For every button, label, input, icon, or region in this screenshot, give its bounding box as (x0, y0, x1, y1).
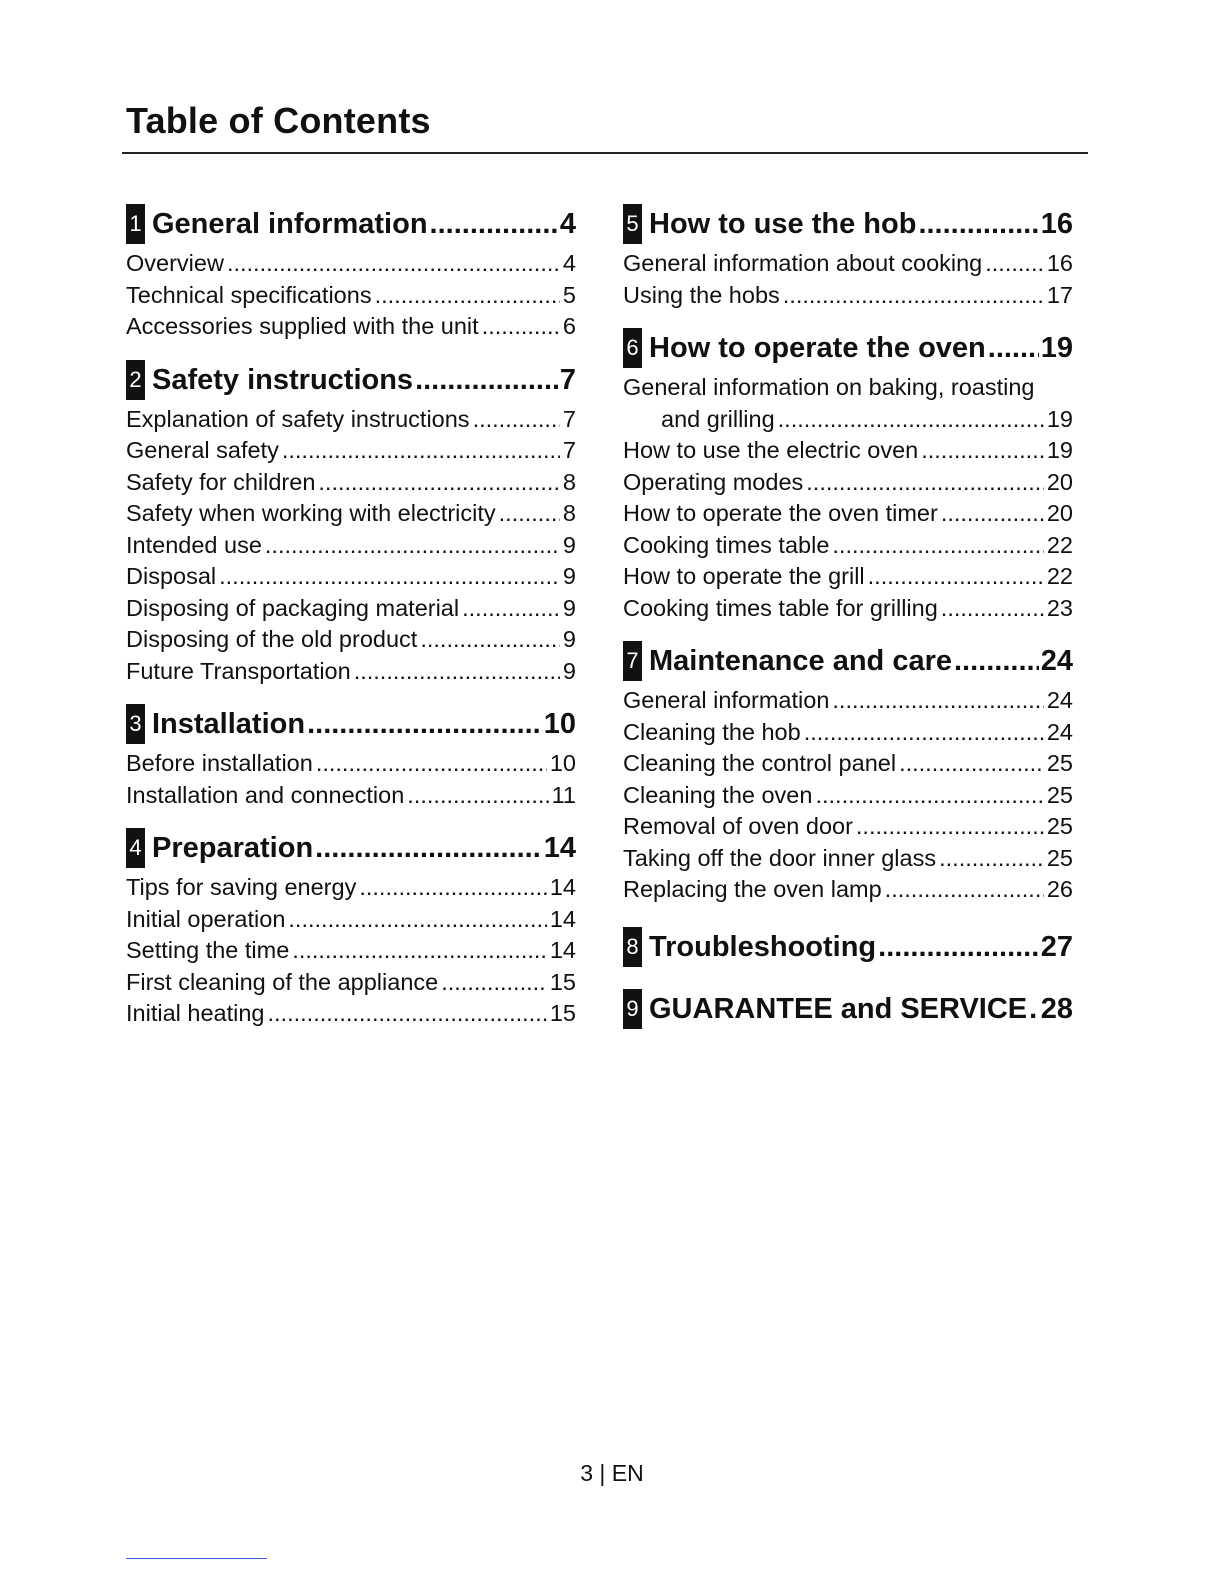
toc-entry[interactable] (623, 874, 1073, 906)
entry-title: How to operate the oven timer (623, 500, 938, 526)
section-heading[interactable] (126, 359, 576, 401)
dot-leader (939, 843, 1044, 875)
toc-right-column (623, 203, 1073, 1030)
toc-entry[interactable] (126, 967, 576, 999)
dot-leader (265, 530, 560, 562)
entry-list (623, 372, 1073, 624)
dot-leader (899, 748, 1044, 780)
toc-section (623, 203, 1073, 311)
section-gap (126, 687, 576, 703)
entry-title: Explanation of safety instructions (126, 405, 470, 432)
dot-leader (268, 998, 547, 1030)
toc-entry[interactable] (623, 811, 1073, 843)
section-page-number: 24 (1040, 645, 1073, 677)
entry-title: Tips for saving energy (126, 874, 357, 900)
dot-leader (219, 561, 560, 593)
toc-entry[interactable] (623, 593, 1073, 625)
dot-leader (359, 872, 547, 904)
entry-page-number: 9 (562, 626, 576, 652)
entry-page-number: 22 (1046, 563, 1073, 589)
entry-page-number: 26 (1046, 876, 1073, 902)
section-title: Preparation (152, 832, 314, 864)
dot-leader (318, 467, 560, 499)
dot-leader (868, 561, 1044, 593)
entry-page-number: 8 (562, 500, 576, 526)
section-number-badge: 7 (623, 641, 642, 681)
entry-title: Safety when working with electricity (126, 500, 496, 526)
section-heading[interactable] (126, 203, 576, 245)
entry-list (126, 748, 576, 811)
entry-title: Disposing of packaging material (126, 594, 460, 621)
entry-title: Operating modes (623, 468, 804, 495)
section-number-badge: 3 (126, 704, 145, 744)
toc-entry[interactable] (623, 372, 1073, 404)
section-number-badge: 2 (126, 360, 145, 400)
dot-leader (941, 498, 1044, 530)
toc-entry[interactable] (623, 685, 1073, 717)
section-heading[interactable] (623, 926, 1073, 968)
entry-title: Safety for children (126, 468, 316, 495)
section-title: General information (152, 208, 428, 240)
entry-page-number: 14 (549, 874, 576, 900)
entry-title: Overview (126, 250, 224, 276)
entry-title: Disposal (126, 563, 217, 589)
section-number-badge: 5 (623, 204, 642, 244)
entry-page-number: 25 (1046, 781, 1073, 808)
entry-page-number: 25 (1046, 750, 1073, 776)
entry-page-number: 25 (1046, 813, 1073, 839)
entry-page-number: 15 (549, 1000, 576, 1026)
dot-leader (856, 811, 1044, 843)
toc-entry[interactable] (126, 904, 576, 936)
entry-page-number: 16 (1046, 250, 1073, 276)
toc-entry[interactable] (126, 935, 576, 967)
toc-entry[interactable] (126, 872, 576, 904)
section-page-number: 27 (1040, 930, 1073, 963)
section-heading[interactable] (126, 827, 576, 869)
toc-entry[interactable] (126, 498, 576, 530)
dot-leader (354, 656, 560, 688)
section-gap (126, 811, 576, 827)
toc-entry[interactable] (126, 656, 576, 688)
entry-page-number: 7 (562, 437, 576, 463)
toc-section (623, 926, 1073, 968)
dot-leader (375, 280, 560, 312)
section-number-badge: 8 (623, 927, 642, 967)
entry-title: First cleaning of the appliance (126, 968, 439, 995)
section-number-badge: 6 (623, 328, 642, 368)
toc-section (126, 703, 576, 811)
entry-page-number: 25 (1046, 844, 1073, 871)
dot-leader (315, 827, 542, 869)
entry-title: How to operate the grill (623, 563, 865, 589)
section-heading[interactable] (126, 703, 576, 745)
dot-leader (778, 404, 1044, 436)
dot-leader (921, 435, 1044, 467)
toc-entry[interactable] (623, 280, 1073, 312)
entry-title: Before installation (126, 750, 313, 776)
entry-list (126, 248, 576, 343)
entry-page-number: 19 (1046, 437, 1073, 463)
footer-link-underline (126, 1558, 267, 1559)
toc-entry[interactable] (623, 435, 1073, 467)
dot-leader (473, 404, 560, 436)
dot-leader (282, 435, 560, 467)
toc-entry[interactable] (126, 404, 576, 436)
entry-title: Removal of oven door (623, 813, 853, 839)
entry-page-number: 10 (549, 750, 576, 776)
toc-entry[interactable] (126, 624, 576, 656)
dot-leader (407, 780, 548, 812)
dot-leader (954, 640, 1039, 682)
toc-entry[interactable] (623, 780, 1073, 812)
toc-entry[interactable] (126, 280, 576, 312)
entry-title: General information on baking, roasting (623, 374, 1035, 400)
toc-section (126, 359, 576, 688)
section-title: Troubleshooting (649, 930, 877, 963)
section-title: Installation (152, 708, 306, 740)
toc-entry[interactable] (623, 561, 1073, 593)
section-heading[interactable] (623, 640, 1073, 682)
entry-page-number: 9 (562, 531, 576, 558)
entry-page-number: 23 (1046, 594, 1073, 621)
dot-leader (941, 593, 1044, 625)
entry-title: Cleaning the hob (623, 718, 801, 745)
entry-title: Cleaning the oven (623, 781, 813, 808)
dot-leader (885, 874, 1044, 906)
dot-leader (878, 926, 1039, 968)
entry-page-number: 20 (1046, 468, 1073, 495)
page-number-footer: 3 | EN (580, 1460, 644, 1486)
toc-entry[interactable] (126, 311, 576, 343)
section-title: How to operate the oven (649, 332, 986, 364)
toc-section (126, 203, 576, 343)
dot-leader (985, 248, 1044, 280)
entry-page-number: 5 (562, 281, 576, 308)
toc-entry[interactable] (126, 748, 576, 780)
section-gap (126, 343, 576, 359)
section-title: GUARANTEE and SERVICE (649, 992, 1028, 1025)
toc-section (623, 988, 1073, 1030)
toc-left-column (126, 203, 576, 1030)
section-heading[interactable] (623, 203, 1073, 245)
toc-entry[interactable] (623, 843, 1073, 875)
section-page-number: 7 (559, 363, 576, 396)
dot-leader (462, 593, 560, 625)
entry-page-number: 19 (1046, 405, 1073, 432)
toc-entry[interactable] (126, 780, 576, 812)
entry-page-number: 11 (551, 781, 576, 808)
entry-page-number: 8 (562, 468, 576, 495)
dot-leader (227, 248, 560, 280)
section-gap (623, 311, 1073, 327)
dot-leader (415, 359, 558, 401)
entry-page-number: 14 (549, 905, 576, 932)
section-number-badge: 9 (623, 989, 642, 1029)
entry-title: Cleaning the control panel (623, 750, 897, 776)
entry-page-number: 9 (562, 594, 576, 621)
entry-list (623, 248, 1073, 311)
dot-leader (815, 780, 1043, 812)
entry-list (623, 685, 1073, 906)
entry-title: Technical specifications (126, 281, 372, 308)
section-title: Safety instructions (152, 363, 414, 396)
dot-leader (430, 203, 558, 245)
toc-section (623, 640, 1073, 906)
entry-page-number: 15 (549, 968, 576, 995)
dot-leader (832, 685, 1043, 717)
section-number-badge: 4 (126, 828, 145, 868)
section-number-badge: 1 (126, 204, 145, 244)
section-gap (623, 624, 1073, 640)
entry-page-number: 6 (562, 313, 576, 339)
section-gap (623, 906, 1073, 926)
section-title: How to use the hob (649, 208, 917, 240)
entry-title: Setting the time (126, 937, 290, 963)
section-heading[interactable] (623, 327, 1073, 369)
section-title: Maintenance and care (649, 645, 952, 677)
entry-page-number: 9 (562, 657, 576, 684)
section-page-number: 10 (543, 708, 576, 740)
toc-entry[interactable] (623, 404, 1073, 436)
dot-leader (307, 703, 542, 745)
entry-title: General safety (126, 437, 279, 463)
dot-leader (420, 624, 560, 656)
entry-page-number: 20 (1046, 500, 1073, 526)
toc-section (126, 827, 576, 1030)
entry-title: Replacing the oven lamp (623, 876, 882, 902)
toc-entry[interactable] (126, 435, 576, 467)
entry-title: Installation and connection (126, 781, 405, 808)
entry-title: Initial heating (126, 1000, 265, 1026)
dot-leader (482, 311, 560, 343)
entry-title: Initial operation (126, 905, 286, 932)
entry-title: Disposing of the old product (126, 626, 418, 652)
section-page-number: 28 (1040, 992, 1073, 1025)
section-page-number: 4 (559, 208, 576, 240)
entry-title: Future Transportation (126, 657, 351, 684)
entry-title: Intended use (126, 531, 262, 558)
entry-page-number: 22 (1046, 531, 1073, 558)
dot-leader (1029, 988, 1039, 1030)
toc-entry[interactable] (126, 561, 576, 593)
toc-entry[interactable] (126, 530, 576, 562)
entry-list (126, 404, 576, 688)
entry-title: Accessories supplied with the unit (126, 313, 479, 339)
entry-title: Using the hobs (623, 281, 780, 308)
dot-leader (288, 904, 546, 936)
dot-leader (988, 327, 1039, 369)
entry-title: Cooking times table (623, 531, 830, 558)
dot-leader (499, 498, 560, 530)
toc-entry[interactable] (623, 248, 1073, 280)
toc-entry[interactable] (126, 467, 576, 499)
toc-entry[interactable] (623, 717, 1073, 749)
entry-title: and grilling (661, 405, 775, 432)
section-page-number: 14 (543, 832, 576, 864)
dot-leader (832, 530, 1043, 562)
page-title: Table of Contents (126, 100, 431, 141)
dot-leader (441, 967, 547, 999)
dot-leader (783, 280, 1044, 312)
entry-page-number: 9 (562, 563, 576, 589)
toc-entry[interactable] (623, 748, 1073, 780)
dot-leader (316, 748, 547, 780)
entry-page-number: 14 (549, 937, 576, 963)
entry-title: General information about cooking (623, 250, 983, 276)
section-page-number: 19 (1040, 332, 1073, 364)
title-divider (122, 152, 1088, 154)
entry-page-number: 24 (1046, 687, 1073, 713)
entry-title: How to use the electric oven (623, 437, 919, 463)
dot-leader (806, 467, 1044, 499)
toc-entry[interactable] (126, 248, 576, 280)
toc-section (623, 327, 1073, 624)
toc-entry[interactable] (623, 467, 1073, 499)
entry-page-number: 7 (562, 405, 576, 432)
entry-title: Cooking times table for grilling (623, 594, 938, 621)
toc-entry[interactable] (623, 530, 1073, 562)
entry-page-number: 17 (1046, 281, 1073, 308)
toc-entry[interactable] (126, 998, 576, 1030)
entry-page-number: 4 (562, 250, 576, 276)
dot-leader (292, 935, 547, 967)
entry-title: Taking off the door inner glass (623, 844, 937, 871)
section-heading[interactable] (623, 988, 1073, 1030)
dot-leader (804, 717, 1044, 749)
section-gap (623, 968, 1073, 988)
entry-title: General information (623, 687, 830, 713)
entry-list (126, 872, 576, 1030)
entry-page-number: 24 (1046, 718, 1073, 745)
dot-leader (918, 203, 1038, 245)
toc-entry[interactable] (623, 498, 1073, 530)
section-page-number: 16 (1040, 208, 1073, 240)
toc-entry[interactable] (126, 593, 576, 625)
